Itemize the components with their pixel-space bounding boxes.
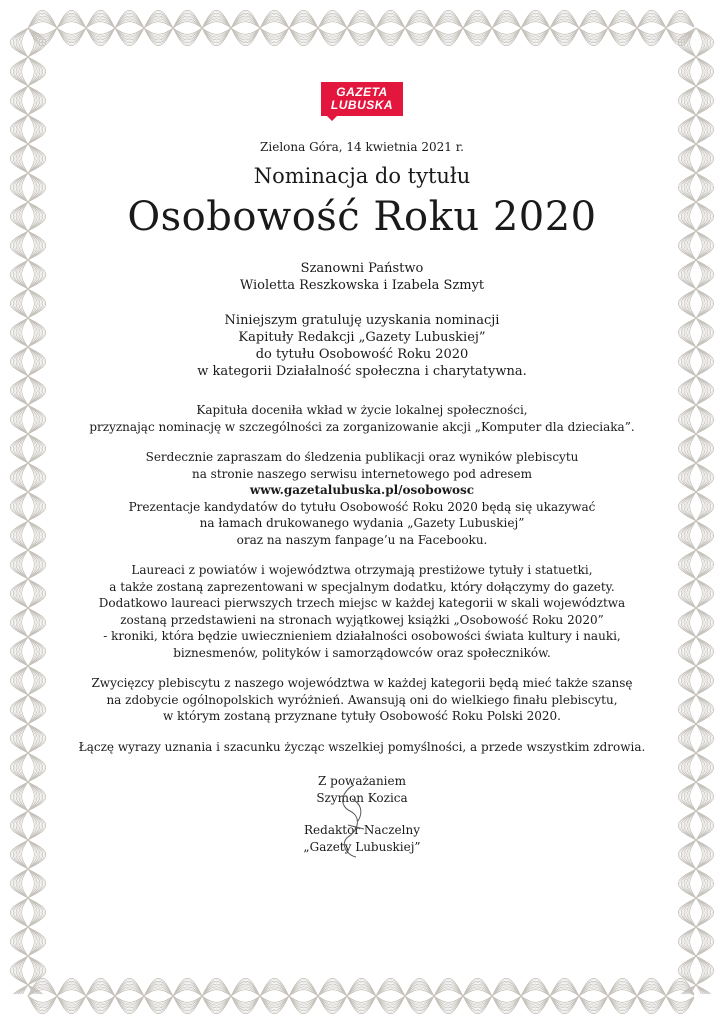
paragraph-line: oraz na naszym fanpage’u na Facebooku. [236,532,488,547]
logo-line-2: LUBUSKA [330,98,394,112]
nomination-heading: Nominacja do tytułu [253,164,471,188]
paragraph-line: - kroniki, która będzie uwiecznieniem działalności osobowości świata kultury i nauki, [103,629,621,643]
paragraph-invitation [74,449,650,548]
paragraph-laureates [74,562,650,661]
paragraph-line: a także zostaną zaprezentowani w specjalnym dodatku, który dołączymy do gazety. [109,579,615,594]
paragraph-line: Prezentacje kandydatów do tytułu Osobowość Roku 2020 będą się ukazywać [128,499,596,514]
paragraph-line: na zdobycie ogólnopolskich wyróżnień. Awansują oni do wielkiego finału plebiscytu, [106,692,618,707]
intro-line: w kategorii Działalność społeczna i charytatywna. [197,364,527,379]
paragraph-line: Dodatkowo laureaci pierwszych trzech miejsc w każdej kategorii w skali województwa [98,596,626,610]
intro-line: Kapituły Redakcji „Gazety Lubuskiej” [238,330,486,345]
recipient-names: Wioletta Reszkowska i Izabela Szmyt [239,278,485,293]
logo-line-1: GAZETA [336,85,388,99]
salutation [74,260,650,294]
gazeta-lubuska-logo [321,82,403,116]
salutation-line: Szanowni Państwo [300,261,424,276]
award-title: Osobowość Roku 2020 [127,194,597,240]
intro-line: Niniejszym gratuluję uzyskania nominacji [224,313,500,328]
paragraph-line: na stronie naszego serwisu internetowego pod adresem [191,466,533,481]
website-address: www.gazetalubuska.pl/osobowosc [249,483,475,497]
intro-paragraph [74,312,650,380]
letter-content [74,82,650,855]
closing-line: Łączę wyrazy uznania i szacunku życząc wszelkiej pomyślności, a przede wszystkim zdrowia. [78,739,646,754]
signer-newspaper: „Gazety Lubuskiej” [303,839,421,854]
signer-name: Szymon Kozica [316,790,408,805]
paragraph-line: przyznając nominację w szczególności za zorganizowanie akcji „Komputer dla dzieciaka”. [89,419,635,434]
regards: Z poważaniem [317,774,406,788]
letter-date: Zielona Góra, 14 kwietnia 2021 r. [260,140,464,154]
signature-block [74,773,650,855]
paragraph-winners [74,675,650,725]
handwritten-signature [324,781,384,861]
paragraph-line: biznesmenów, polityków i samorządowców oraz społeczników. [173,645,551,660]
paragraph-line: Kapituła doceniła wkład w życie lokalnej społeczności, [196,403,528,417]
intro-line: do tytułu Osobowość Roku 2020 [255,347,469,362]
signer-role: Redaktor Naczelny [304,823,420,837]
paragraph-line: w którym zostaną przyznane tytuły Osobowość Roku Polski 2020. [163,709,561,723]
paragraph-line: na łamach drukowanego wydania „Gazety Lubuskiej” [199,516,525,530]
paragraph-line: Laureaci z powiatów i województwa otrzymają prestiżowe tytuły i statuetki, [131,563,593,577]
paragraph-recognition [74,402,650,435]
paragraph-line: Serdecznie zapraszam do śledzenia publikacji oraz wyników plebiscytu [145,450,579,464]
paragraph-line: zostaną przedstawieni na stronach wyjątkowej książki „Osobowość Roku 2020” [120,612,604,627]
paragraph-line: Zwycięzcy plebiscytu z naszego województwa w każdej kategorii będą mieć także szansę [91,676,633,690]
